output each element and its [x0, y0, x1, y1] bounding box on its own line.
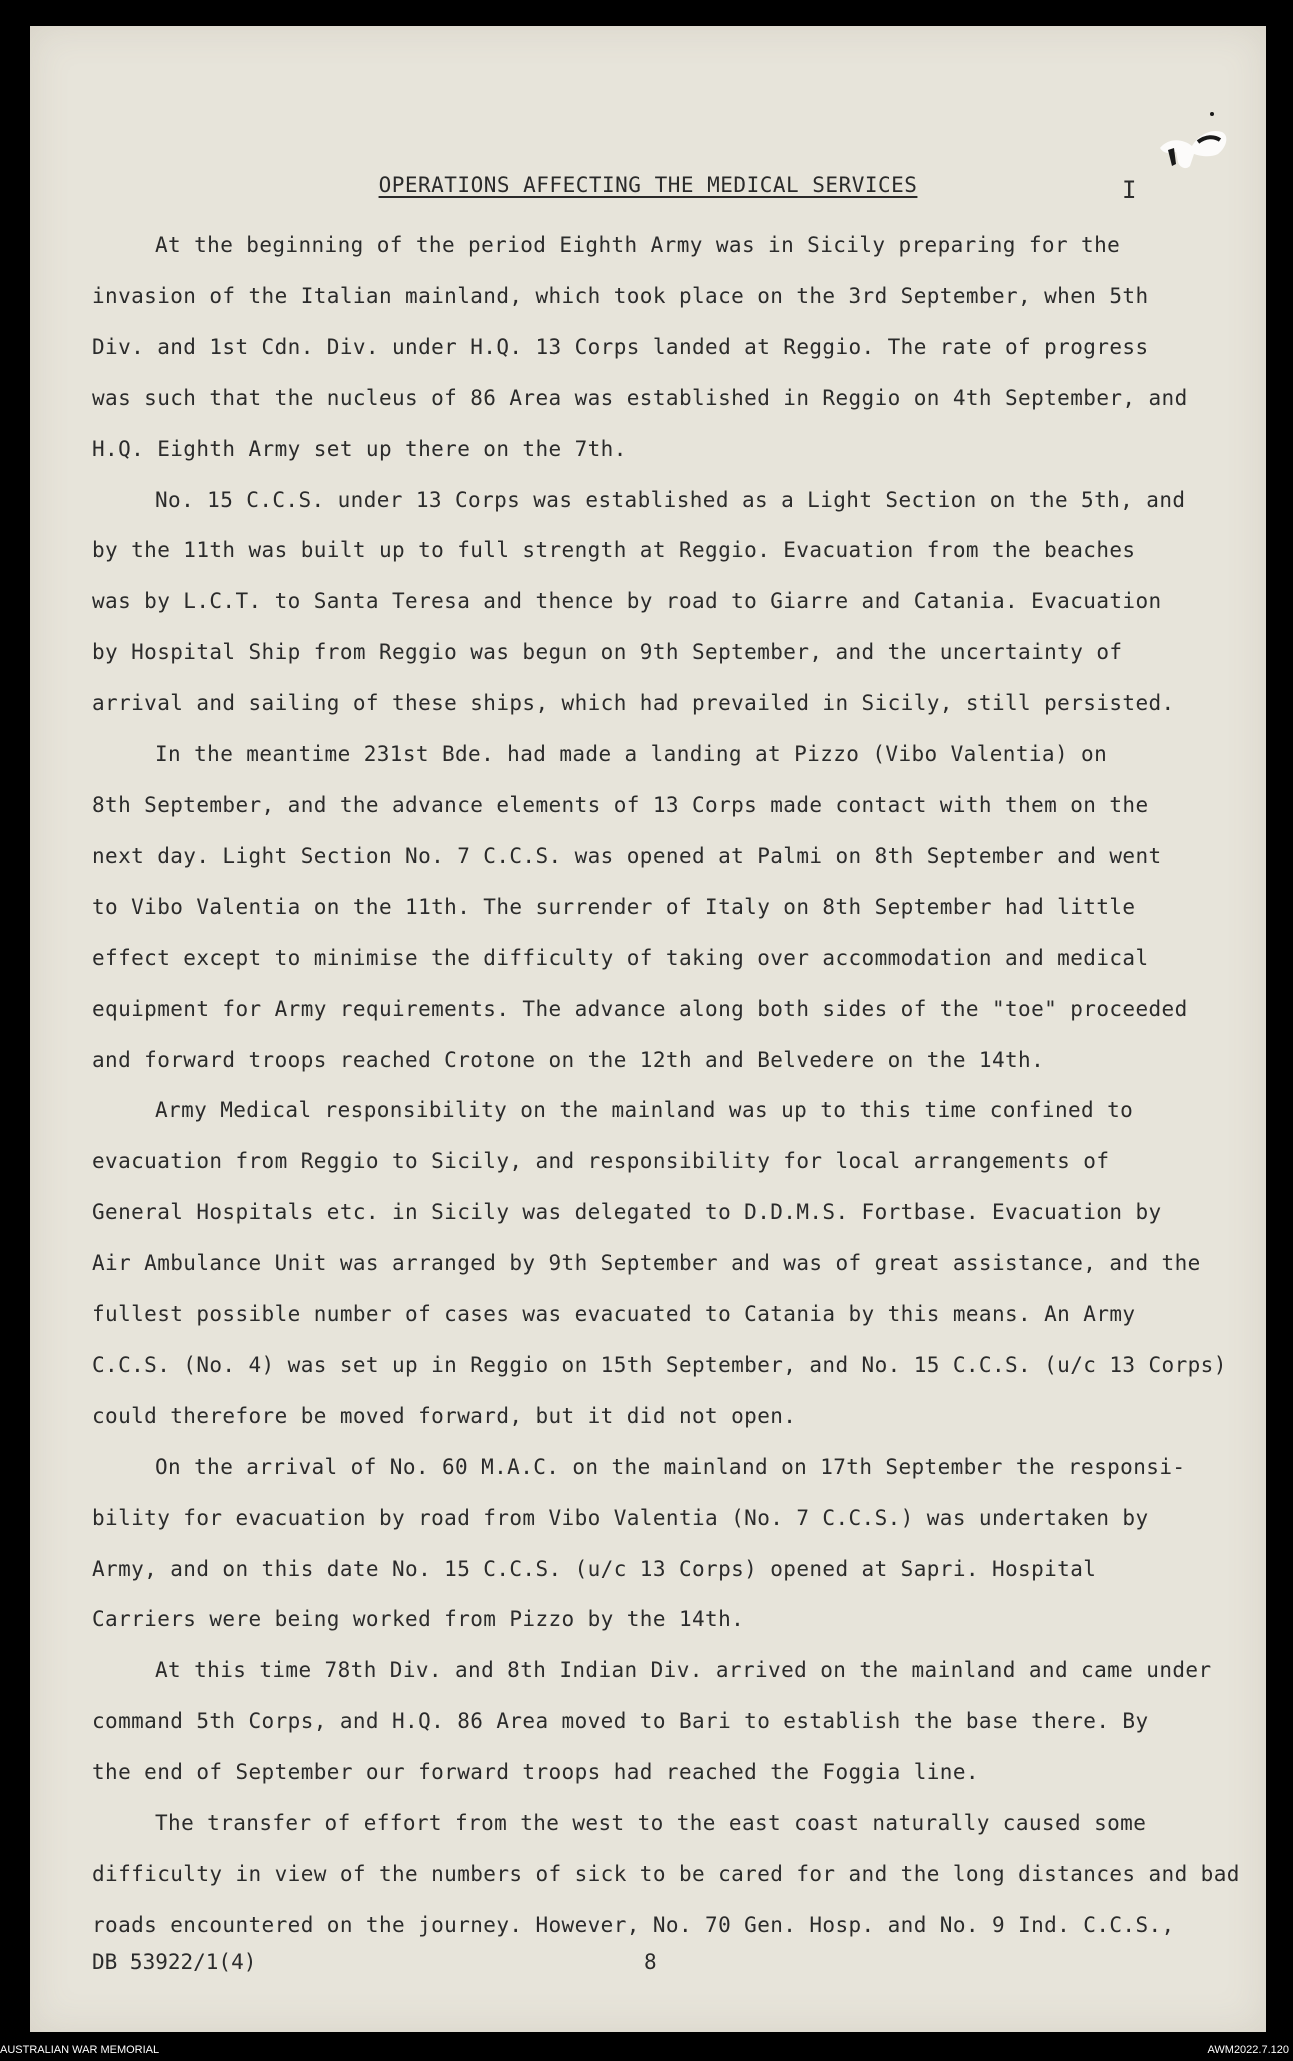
document-reference: DB 53922/1(4) — [92, 1950, 257, 1974]
text-line: effect except to minimise the difficulty of taking over accommodation and medical — [92, 945, 1149, 970]
archive-caption: AUSTRALIAN WAR MEMORIAL — [0, 2044, 160, 2056]
text-line: next day. Light Section No. 7 C.C.S. was opened at Palmi on 8th September and went — [92, 843, 1162, 868]
text-line: was such that the nucleus of 86 Area was established in Reggio on 4th September, and — [92, 385, 1188, 410]
page-number: 8 — [644, 1950, 657, 1974]
text-line: the end of September our forward troops had reached the Foggia line. — [92, 1760, 979, 1785]
text-line: At the beginning of the period Eighth Army was in Sicily preparing for the — [155, 233, 1121, 257]
text-line: evacuation from Reggio to Sicily, and responsibility for local arrangements of — [92, 1149, 1110, 1174]
text-line: The transfer of effort from the west to the east coast naturally caused some — [155, 1811, 1147, 1836]
page-mark: I — [1122, 176, 1137, 204]
text-line: On the arrival of No. 60 M.A.C. on the mainland on 17th September the responsi- — [155, 1454, 1186, 1479]
text-line: arrival and sailing of these ships, which had prevailed in Sicily, still persisted. — [92, 691, 1175, 716]
text-line: difficulty in view of the numbers of sick to be cared for and the long distances and bad — [92, 1862, 1240, 1886]
text-line: 8th September, and the advance elements of 13 Corps made contact with them on the — [92, 792, 1149, 817]
text-line: could therefore be moved forward, but it did not open. — [92, 1403, 797, 1428]
text-line: fullest possible number of cases was evacuated to Catania by this means. An Army — [92, 1302, 1136, 1327]
text-line: Army, and on this date No. 15 C.C.S. (u/c 13 Corps) opened at Sapri. Hospital — [92, 1556, 1097, 1581]
text-line: H.Q. Eighth Army set up there on the 7th. — [92, 436, 627, 461]
text-line: to Vibo Valentia on the 11th. The surrender of Italy on 8th September had little — [92, 894, 1136, 919]
text-line: by the 11th was built up to full strength at Reggio. Evacuation from the beaches — [92, 538, 1136, 563]
text-line: Army Medical responsibility on the mainland was up to this time confined to — [155, 1098, 1134, 1123]
text-line: equipment for Army requirements. The advance along both sides of the "toe" proceeded — [92, 996, 1188, 1021]
archive-reference: AWM2022.7.120 — [1207, 2044, 1289, 2056]
text-line: At this time 78th Div. and 8th Indian Div. arrived on the mainland and came under — [155, 1658, 1212, 1683]
text-line: Air Ambulance Unit was arranged by 9th September and was of great assistance, and the — [92, 1251, 1201, 1276]
text-line: No. 15 C.C.S. under 13 Corps was established as a Light Section on the 5th, and — [155, 487, 1186, 512]
page-title: OPERATIONS AFFECTING THE MEDICAL SERVICES — [378, 173, 918, 197]
text-line: command 5th Corps, and H.Q. 86 Area moved to Bari to establish the base there. By — [92, 1709, 1149, 1734]
text-line: by Hospital Ship from Reggio was begun on 9th September, and the uncertainty of — [92, 640, 1123, 665]
text-line: General Hospitals etc. in Sicily was delegated to D.D.M.S. Fortbase. Evacuation by — [92, 1200, 1162, 1225]
text-line: and forward troops reached Crotone on the 12th and Belvedere on the 14th. — [92, 1047, 1045, 1072]
text-line: roads encountered on the journey. However, No. 70 Gen. Hosp. and No. 9 Ind. C.C.S., — [92, 1912, 1175, 1937]
text-line: Div. and 1st Cdn. Div. under H.Q. 13 Corps landed at Reggio. The rate of progress — [92, 334, 1149, 359]
text-line: bility for evacuation by road from Vibo Valentia (No. 7 C.C.S.) was undertaken by — [92, 1505, 1149, 1530]
text-line: Carriers were being worked from Pizzo by the 14th. — [92, 1607, 745, 1632]
body-text — [92, 220, 1262, 1951]
text-line: was by L.C.T. to Santa Teresa and thence by road to Giarre and Catania. Evacuation — [92, 589, 1162, 614]
text-line: C.C.S. (No. 4) was set up in Reggio on 15th September, and No. 15 C.C.S. (u/c 13 Corps) — [92, 1352, 1227, 1377]
text-line: invasion of the Italian mainland, which took place on the 3rd September, when 5th — [92, 283, 1149, 308]
text-line: In the meantime 231st Bde. had made a landing at Pizzo (Vibo Valentia) on — [155, 742, 1108, 767]
document-page — [30, 26, 1266, 2032]
